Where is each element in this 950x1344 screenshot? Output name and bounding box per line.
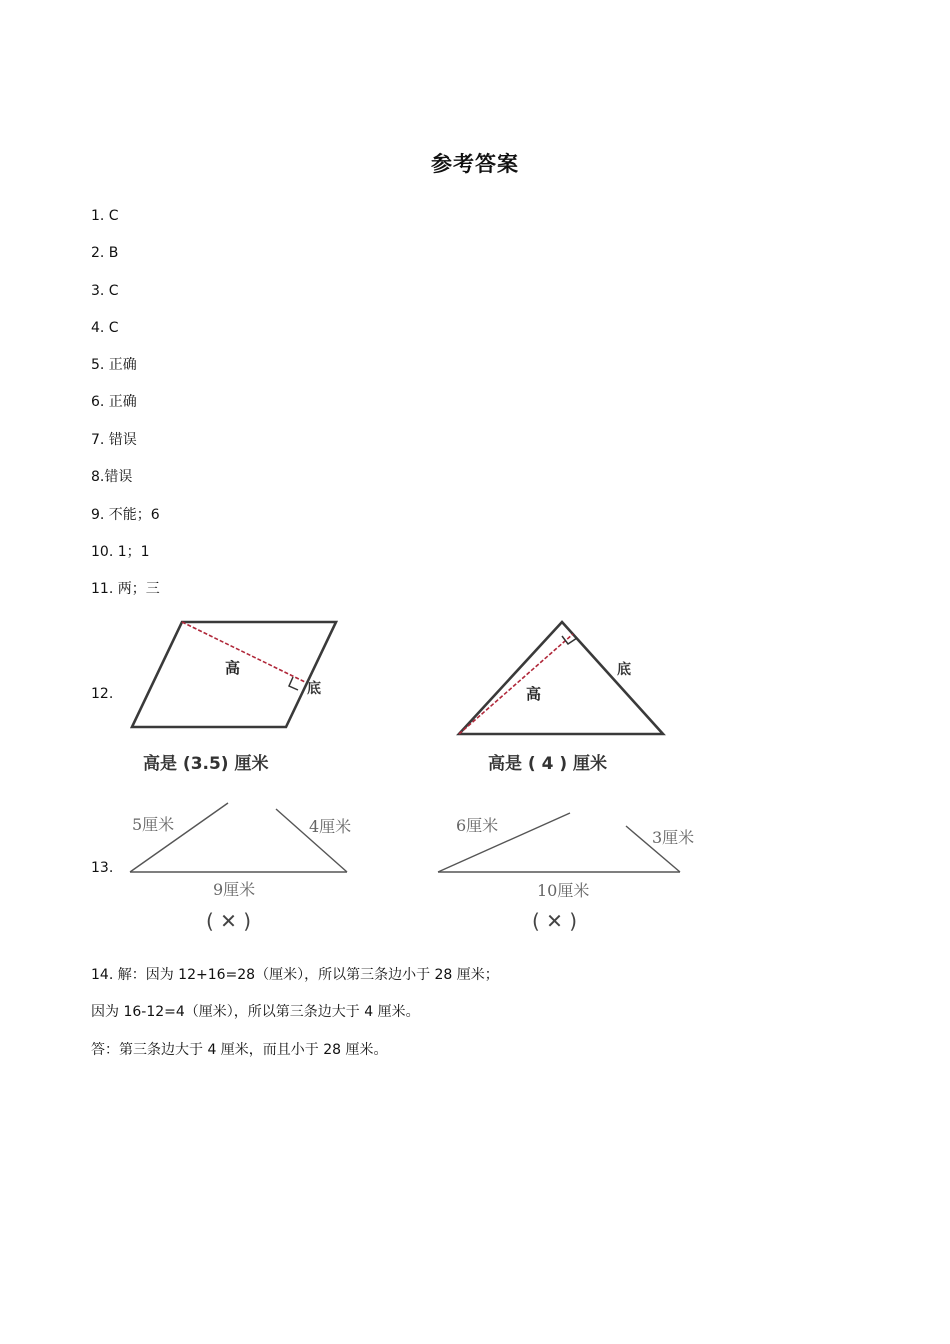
- parallelogram-base-label: 底: [307, 681, 321, 697]
- q14-line-3: 答：第三条边大于 4 厘米，而且小于 28 厘米。: [91, 1042, 388, 1058]
- answer-1: 1. C: [91, 208, 119, 224]
- answer-11: 11. 两；三: [91, 581, 160, 597]
- parallelogram-caption: 高是 (3.5) 厘米: [143, 754, 269, 774]
- answer-6: 6. 正确: [91, 394, 137, 410]
- q14-line-1: 14. 解：因为 12+16=28（厘米），所以第三条边小于 28 厘米；: [91, 967, 499, 983]
- left-answer-mark: ( ✕ ): [206, 909, 252, 933]
- label-9cm: 9厘米: [213, 880, 256, 899]
- label-6cm: 6厘米: [456, 816, 499, 835]
- answer-8: 8.错误: [91, 469, 133, 485]
- triangle-caption: 高是 ( 4 ) 厘米: [488, 754, 608, 774]
- answer-10: 10. 1；1: [91, 544, 150, 560]
- answer-3: 3. C: [91, 283, 119, 299]
- answer-4: 4. C: [91, 320, 119, 336]
- right-answer-mark: ( ✕ ): [532, 909, 578, 933]
- q12-number: 12.: [91, 686, 114, 702]
- answer-2: 2. B: [91, 245, 119, 261]
- answer-7: 7. 错误: [91, 432, 137, 448]
- q13-number: 13.: [91, 860, 114, 876]
- triangle-height-label: 高: [526, 685, 542, 703]
- label-10cm: 10厘米: [537, 881, 590, 900]
- page-title: 参考答案: [431, 152, 519, 176]
- label-5cm: 5厘米: [132, 815, 175, 834]
- triangle-base-label: 底: [617, 662, 631, 678]
- label-4cm: 4厘米: [309, 817, 352, 836]
- label-3cm: 3厘米: [652, 828, 695, 847]
- answer-5: 5. 正确: [91, 357, 137, 373]
- answer-9: 9. 不能；6: [91, 507, 160, 523]
- parallelogram-height-label: 高: [225, 659, 241, 677]
- q14-line-2: 因为 16-12=4（厘米），所以第三条边大于 4 厘米。: [91, 1004, 420, 1020]
